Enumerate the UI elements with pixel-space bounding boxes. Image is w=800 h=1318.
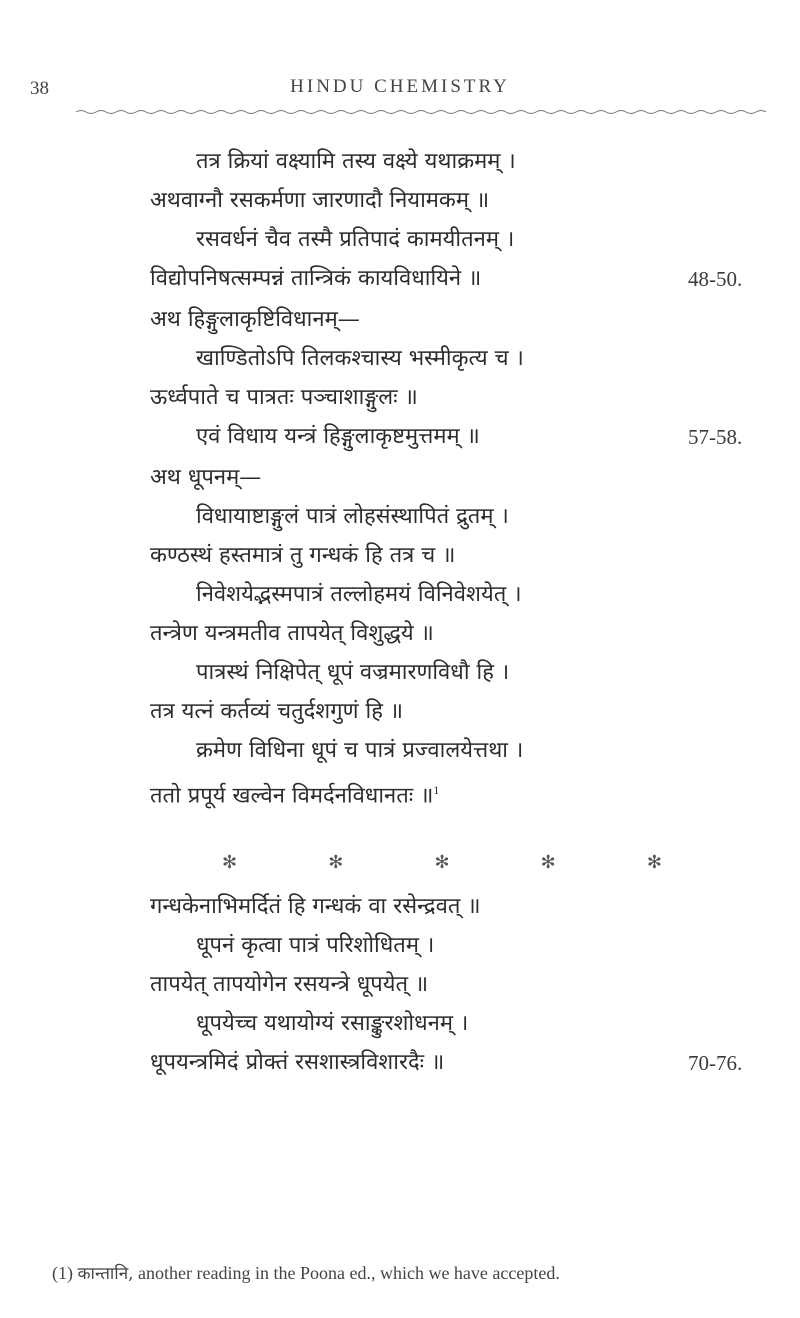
verse-line: ऊर्ध्वपाते च पात्रतः पञ्चाशाङ्गुलः ॥ — [150, 385, 418, 410]
asterism-icon: ✻ — [222, 852, 238, 873]
footnote-sanskrit-word: कान्तानि, — [77, 1264, 134, 1284]
verse-line — [150, 776, 439, 810]
footnote-reference: 1 — [433, 783, 440, 797]
section-intro: अथ हिङ्गुलाकृष्टिविधानम्— — [150, 307, 360, 332]
verse-line: तन्त्रेण यन्त्रमतीव तापयेत् विशुद्धये ॥ — [150, 621, 434, 646]
footnote-text: another reading in the Poona ed., which we have accepted. — [138, 1263, 560, 1283]
verse-line-text: ततो प्रपूर्य खल्वेन विमर्दनविधानतः ॥ — [150, 783, 434, 809]
verse-line: पात्रस्थं निक्षिपेत् धूपं वज्रमारणविधौ हि । — [196, 660, 510, 685]
verse-line: निवेशयेद्भस्मपात्रं तल्लोहमयं विनिवेशयेत् । — [196, 582, 522, 607]
asterism-icon: ✻ — [540, 852, 556, 873]
verse-line: धूपनं कृत्वा पात्रं परिशोधितम् । — [196, 933, 435, 958]
asterism-icon: ✻ — [434, 852, 450, 873]
verse-line: खाण्डितोऽपि तिलकश्चास्य भस्मीकृत्य च । — [196, 346, 524, 371]
verse-line: क्रमेण विधिना धूपं च पात्रं प्रज्वालयेत्तथा । — [196, 738, 524, 763]
footnote — [52, 1260, 768, 1287]
header-wavy-rule — [76, 109, 766, 115]
verse-line: तत्र क्रियां वक्ष्यामि तस्य वक्ष्ये यथाक्रमम् । — [196, 149, 516, 174]
verse-line: धूपयन्त्रमिदं प्रोक्तं रसशास्त्रविशारदैः ॥ — [150, 1050, 445, 1075]
verse-line: विद्योपनिषत्सम्पन्नं तान्त्रिकं कायविधायिने ॥ — [150, 266, 482, 291]
footnote-marker: (1) — [52, 1263, 73, 1283]
verse-line: तत्र यत्नं कर्तव्यं चतुर्दशगुणं हि ॥ — [150, 699, 404, 724]
running-head: HINDU CHEMISTRY — [290, 76, 510, 97]
section-separator — [222, 852, 662, 873]
section-intro: अथ धूपनम्— — [150, 465, 262, 490]
verse-line: अथवाग्नौ रसकर्मणा जारणादौ नियामकम् ॥ — [150, 188, 490, 213]
verse-line: धूपयेच्च यथायोग्यं रसाङ्कुरशोधनम् । — [196, 1011, 469, 1036]
verse-number: 57-58. — [688, 425, 743, 449]
asterism-icon: ✻ — [328, 852, 344, 873]
verse-line: गन्धकेनाभिमर्दितं हि गन्धकं वा रसेन्द्रवत् ॥ — [150, 894, 481, 919]
verse-line: रसवर्धनं चैव तस्मै प्रतिपादं कामयीतनम् । — [196, 227, 515, 252]
verse-line: कण्ठस्थं हस्तमात्रं तु गन्धकं हि तत्र च ॥ — [150, 543, 456, 568]
verse-line: विधायाष्टाङ्गुलं पात्रं लोहसंस्थापितं द्रुतम् । — [196, 504, 509, 529]
page-number: 38 — [30, 78, 49, 99]
verse-number: 70-76. — [688, 1051, 743, 1075]
verse-line: तापयेत् तापयोगेन रसयन्त्रे धूपयेत् ॥ — [150, 972, 429, 997]
asterism-icon: ✻ — [646, 852, 662, 873]
verse-line: एवं विधाय यन्त्रं हिङ्गुलाकृष्टमुत्तमम् ॥ — [196, 424, 480, 449]
verse-number: 48-50. — [688, 267, 743, 291]
